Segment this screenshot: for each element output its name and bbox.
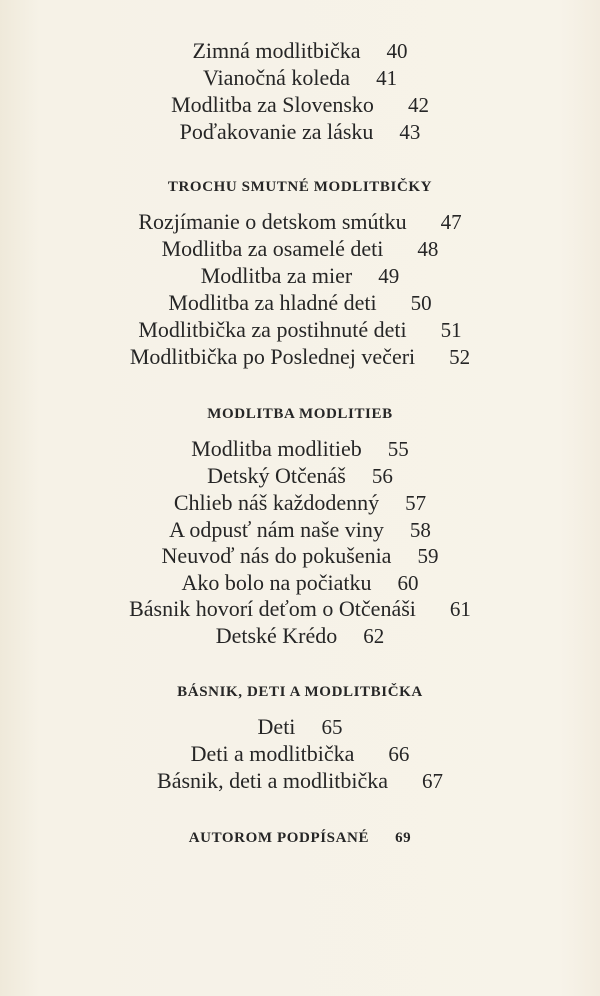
toc-entry-page: 55 — [387, 437, 409, 461]
toc-entry-title: Modlitbička za postihnuté deti — [138, 317, 407, 342]
toc-entry-title: Vianočná koleda — [202, 65, 351, 90]
toc-entry-title: A odpusť nám naše viny — [169, 517, 384, 542]
toc-entry-page: 49 — [378, 264, 400, 288]
toc-entry-title: Detské Krédo — [215, 623, 338, 648]
toc-entry-title: Modlitba za Slovensko — [171, 92, 374, 117]
toc-entry-title: Básnik, deti a modlitbička — [157, 768, 388, 793]
toc-entry — [0, 768, 600, 794]
toc-entry-page: 62 — [363, 624, 385, 648]
toc-entry-page: 48 — [417, 237, 439, 261]
toc-entry-page: 52 — [449, 345, 471, 369]
toc-entry-page: 40 — [386, 39, 408, 63]
toc-entry-title: Zimná modlitbička — [192, 38, 361, 63]
toc-entry-page: 60 — [397, 571, 419, 595]
toc-entry-page: 42 — [407, 93, 429, 117]
toc-entry-title: Modlitba modlitieb — [191, 436, 362, 461]
section-heading: BÁSNIK, DETI A MODLITBIČKA — [177, 684, 423, 700]
toc-entry — [0, 92, 600, 118]
toc-entry-title: Rozjímanie o detskom smútku — [138, 209, 407, 234]
toc-entry-page: 65 — [321, 715, 343, 739]
toc-entry-title: Detský Otčenáš — [207, 463, 346, 488]
toc-entry — [0, 570, 600, 596]
toc-entry-page: 67 — [421, 769, 443, 793]
toc-entry-page: 41 — [376, 66, 398, 90]
toc-entry-page: 57 — [405, 491, 427, 515]
toc-entry-title: Modlitba za mier — [200, 263, 353, 288]
toc-entry — [0, 463, 600, 489]
toc-entry-title: Modlitbička po Poslednej večeri — [129, 344, 416, 369]
final-section-page: 69 — [395, 830, 412, 846]
toc-entry — [0, 317, 600, 343]
toc-entry-page: 50 — [410, 291, 432, 315]
toc-entry — [0, 209, 600, 235]
toc-entry-title: Ako bolo na počiatku — [181, 570, 372, 595]
toc-entry — [0, 623, 600, 649]
toc-entry-title: Neuvoď nás do pokušenia — [161, 543, 392, 568]
toc-entry-title: Básnik hovorí deťom o Otčenáši — [129, 596, 416, 621]
toc-entry-title: Modlitba za hladné deti — [168, 290, 377, 315]
section-heading: MODLITBA MODLITIEB — [207, 406, 393, 422]
toc-entry-page: 58 — [409, 518, 431, 542]
toc-entry-title: Poďakovanie za lásku — [179, 119, 374, 144]
toc-entry — [0, 290, 600, 316]
toc-entry — [0, 119, 600, 145]
toc-entry-page: 66 — [388, 742, 410, 766]
toc-entry — [0, 344, 600, 370]
toc-entry — [0, 38, 600, 64]
toc-entry — [0, 236, 600, 262]
toc-entry-page: 47 — [440, 210, 462, 234]
final-section-heading — [0, 827, 600, 849]
toc-entry-title: Deti a modlitbička — [190, 741, 355, 766]
toc-entry-title: Chlieb náš každodenný — [173, 490, 380, 515]
toc-entry — [0, 517, 600, 543]
toc-entry — [0, 65, 600, 91]
toc-entry — [0, 714, 600, 740]
toc-entry — [0, 436, 600, 462]
toc-entry — [0, 543, 600, 569]
toc-entry — [0, 741, 600, 767]
toc-entry-title: Deti — [257, 714, 296, 739]
section-heading: TROCHU SMUTNÉ MODLITBIČKY — [167, 179, 433, 195]
toc-entry — [0, 596, 600, 622]
toc-entry-page: 59 — [417, 544, 439, 568]
toc-entry-title: Modlitba za osamelé deti — [161, 236, 384, 261]
toc-entry — [0, 490, 600, 516]
toc-entry-page: 43 — [399, 120, 421, 144]
toc-entry-page: 51 — [440, 318, 462, 342]
toc-entry-page: 61 — [449, 597, 471, 621]
final-section-title: AUTOROM PODPÍSANÉ — [188, 830, 370, 846]
toc-entry — [0, 263, 600, 289]
toc-entry-page: 56 — [371, 464, 393, 488]
